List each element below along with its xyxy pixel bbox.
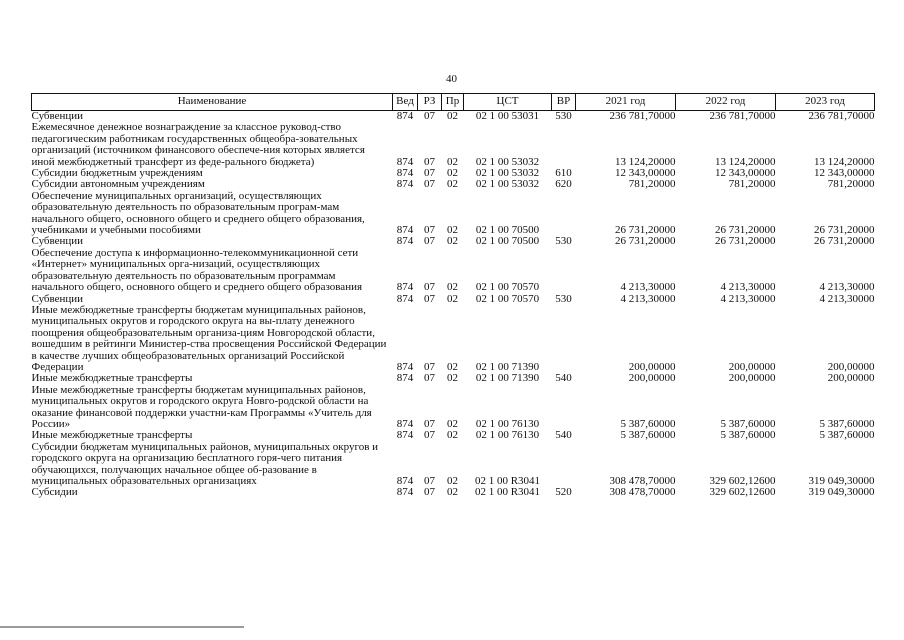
table-row (32, 248, 875, 294)
cell-pr: 02 (447, 281, 458, 294)
cell-name: Субсидии бюджетным учреждениям (31, 167, 203, 180)
table-row (32, 385, 875, 431)
cell-cst: 02 1 00 53032 (475, 155, 540, 168)
cell-2022: 26 731,20000 (715, 235, 776, 248)
cell-2022: 329 602,12600 (709, 486, 776, 499)
cell-pr: 02 (447, 429, 458, 442)
header-cst: ЦСТ (464, 94, 552, 111)
cell-ved: 874 (396, 235, 414, 248)
cell-2023: 5 387,60000 (819, 417, 875, 430)
cell-2022: 236 781,70000 (709, 110, 776, 122)
cell-2021: 308 478,70000 (609, 486, 676, 499)
cell-pr: 02 (447, 475, 458, 487)
cell-ved: 874 (396, 372, 414, 385)
cell-2022: 26 731,20000 (715, 224, 776, 237)
cell-2023: 12 343,00000 (814, 167, 875, 180)
cell-rz: 07 (424, 110, 435, 122)
cell-2022: 4 213,30000 (720, 281, 776, 294)
cell-2023: 26 731,20000 (814, 224, 875, 237)
cell-ved: 874 (396, 292, 414, 305)
cell-vr: 530 (555, 292, 572, 305)
header-rz: РЗ (418, 94, 442, 111)
cell-2021: 26 731,20000 (615, 235, 676, 248)
cell-pr: 02 (447, 372, 458, 385)
cell-rz: 07 (424, 178, 435, 191)
cell-pr: 02 (447, 155, 458, 168)
header-2023: 2023 год (776, 94, 875, 111)
table-body (32, 111, 875, 499)
cell-cst: 02 1 00 76130 (475, 429, 540, 442)
page-number: 40 (446, 73, 457, 85)
cell-cst: 02 1 00 R3041 (474, 486, 541, 499)
cell-name: Субсидии бюджетам муниципальных районов, муниципальных округов и городского округа на организацию бесплатного горя-чего питания обучающихся, получающих начальное общее об-разование в муниципальных образовательных организациях (31, 440, 379, 487)
cell-2021: 12 343,00000 (615, 167, 676, 180)
cell-rz: 07 (424, 486, 435, 499)
cell-cst: 02 1 00 71390 (475, 372, 540, 385)
header-pr: Пр (442, 94, 464, 111)
cell-rz: 07 (424, 155, 435, 168)
cell-vr: 610 (555, 167, 572, 180)
cell-vr: 540 (555, 429, 572, 442)
cell-2023: 26 731,20000 (814, 235, 875, 248)
cell-ved: 874 (396, 155, 414, 168)
cell-vr (552, 122, 576, 168)
cell-cst: 02 1 00 70500 (475, 235, 540, 248)
cell-ved: 874 (396, 429, 414, 442)
cell-ved: 874 (396, 167, 414, 180)
cell-rz: 07 (424, 281, 435, 294)
cell-2021: 4 213,30000 (620, 281, 676, 294)
cell-2021: 200,00000 (628, 360, 676, 373)
cell-2021: 5 387,60000 (620, 429, 676, 442)
cell-vr: 520 (555, 486, 572, 499)
cell-pr: 02 (447, 360, 458, 373)
cell-ved: 874 (396, 417, 414, 430)
cell-2021: 26 731,20000 (615, 224, 676, 237)
cell-cst: 02 1 00 70570 (475, 292, 540, 305)
cell-pr: 02 (447, 235, 458, 248)
cell-vr: 530 (555, 235, 572, 248)
cell-pr: 02 (447, 486, 458, 499)
cell-cst: 02 1 00 53032 (475, 178, 540, 191)
table-row (32, 442, 875, 488)
cell-name: Субсидии (31, 486, 78, 499)
cell-rz: 07 (424, 372, 435, 385)
header-name: Наименование (32, 94, 393, 111)
cell-ved: 874 (396, 486, 414, 499)
cell-pr: 02 (447, 292, 458, 305)
cell-rz: 07 (424, 292, 435, 305)
cell-vr (552, 191, 576, 237)
table-row (32, 305, 875, 373)
budget-table (31, 93, 875, 499)
cell-pr: 02 (447, 167, 458, 180)
cell-ved: 874 (396, 224, 414, 237)
bottom-rule (0, 626, 244, 628)
cell-2022: 12 343,00000 (715, 167, 776, 180)
cell-2023: 200,00000 (827, 360, 875, 373)
cell-name: Субвенции (31, 292, 84, 305)
cell-rz: 07 (424, 360, 435, 373)
cell-cst: 02 1 00 53031 (475, 110, 540, 122)
cell-pr: 02 (447, 417, 458, 430)
cell-2023: 4 213,30000 (819, 281, 875, 294)
cell-2023: 236 781,70000 (808, 110, 875, 122)
cell-ved: 874 (396, 178, 414, 191)
cell-2023: 781,20000 (827, 178, 875, 191)
cell-rz: 07 (424, 429, 435, 442)
cell-ved: 874 (396, 475, 414, 487)
cell-2021: 781,20000 (628, 178, 676, 191)
cell-name: Субсидии автономным учреждениям (31, 178, 205, 191)
cell-name: Иные межбюджетные трансферты бюджетам муниципальных районов, муниципальных округов и городского округа Новго-родской области на оказание финансовой поддержки участни-кам Программы «Учитель для России» (31, 383, 372, 430)
cell-2023: 319 049,30000 (808, 486, 875, 499)
cell-cst: 02 1 00 70570 (475, 281, 540, 294)
cell-cst: 02 1 00 R3041 (474, 475, 541, 487)
cell-2023: 200,00000 (827, 372, 875, 385)
cell-name: Субвенции (31, 110, 84, 122)
cell-2022: 4 213,30000 (720, 292, 776, 305)
table-header-row (32, 94, 875, 111)
cell-vr (552, 442, 576, 488)
cell-2022: 329 602,12600 (709, 475, 776, 487)
cell-name: Иные межбюджетные трансферты бюджетам муниципальных районов, муниципальных округов и городского округа на вы-плату денежного поощрения общеобразовательным организа-циям Новгородской области, вошедшим в рейтинги Министер-ства просвещения Российской Федерации в качестве лучших общеобразовательных организаций Российской Федерации (31, 303, 387, 373)
cell-rz: 07 (424, 417, 435, 430)
cell-name: Иные межбюджетные трансферты (31, 372, 193, 385)
header-2022: 2022 год (676, 94, 776, 111)
cell-name: Обеспечение муниципальных организаций, осуществляющих образовательную деятельность по образовательным програм-мам начального общего, основного общего и среднего общего образования, учебниками и учебными пособиями (31, 189, 365, 237)
cell-rz: 07 (424, 167, 435, 180)
cell-2023: 319 049,30000 (808, 475, 875, 487)
cell-2022: 13 124,20000 (715, 155, 776, 168)
header-2021: 2021 год (576, 94, 676, 111)
cell-2021: 308 478,70000 (609, 475, 676, 487)
table-row (32, 191, 875, 237)
table-row (32, 122, 875, 168)
cell-cst: 02 1 00 53032 (475, 167, 540, 180)
cell-name: Обеспечение доступа к информационно-телекоммуникационной сети «Интернет» муниципальных орга-низаций, осуществляющих образовательную деятельность по образовательным программам начального общего, основного общего и среднего общего образования (31, 246, 363, 294)
cell-cst: 02 1 00 71390 (475, 360, 540, 373)
cell-pr: 02 (447, 224, 458, 237)
cell-2022: 781,20000 (728, 178, 776, 191)
cell-ved: 874 (396, 110, 414, 122)
cell-2021: 13 124,20000 (615, 155, 676, 168)
cell-vr: 620 (555, 178, 572, 191)
table-row (32, 487, 875, 498)
cell-cst: 02 1 00 76130 (475, 417, 540, 430)
cell-2023: 4 213,30000 (819, 292, 875, 305)
cell-2023: 13 124,20000 (814, 155, 875, 168)
cell-rz: 07 (424, 224, 435, 237)
cell-vr: 540 (555, 372, 572, 385)
cell-cst: 02 1 00 70500 (475, 224, 540, 237)
cell-vr: 530 (555, 110, 572, 122)
cell-rz: 07 (424, 235, 435, 248)
cell-vr (552, 305, 576, 373)
cell-name: Иные межбюджетные трансферты (31, 429, 193, 442)
cell-2021: 5 387,60000 (620, 417, 676, 430)
cell-vr (552, 385, 576, 431)
cell-ved: 874 (396, 281, 414, 294)
cell-name: Ежемесячное денежное вознаграждение за классное руковод-ство педагогическим работникам государственных общеобра-зовательных организаций (источником финансового обеспече-ния которых является иной межбюджетный трансферт из феде-рального бюджета) (31, 121, 365, 168)
cell-name: Субвенции (31, 235, 84, 248)
cell-2023: 5 387,60000 (819, 429, 875, 442)
header-ved: Вед (393, 94, 418, 111)
header-vr: ВР (552, 94, 576, 111)
cell-pr: 02 (447, 178, 458, 191)
cell-pr: 02 (447, 110, 458, 122)
cell-ved: 874 (396, 360, 414, 373)
cell-2022: 5 387,60000 (720, 417, 776, 430)
cell-2021: 236 781,70000 (609, 110, 676, 122)
cell-rz: 07 (424, 475, 435, 487)
cell-2021: 200,00000 (628, 372, 676, 385)
cell-2022: 200,00000 (728, 360, 776, 373)
cell-2022: 5 387,60000 (720, 429, 776, 442)
cell-2021: 4 213,30000 (620, 292, 676, 305)
cell-2022: 200,00000 (728, 372, 776, 385)
cell-vr (552, 248, 576, 294)
